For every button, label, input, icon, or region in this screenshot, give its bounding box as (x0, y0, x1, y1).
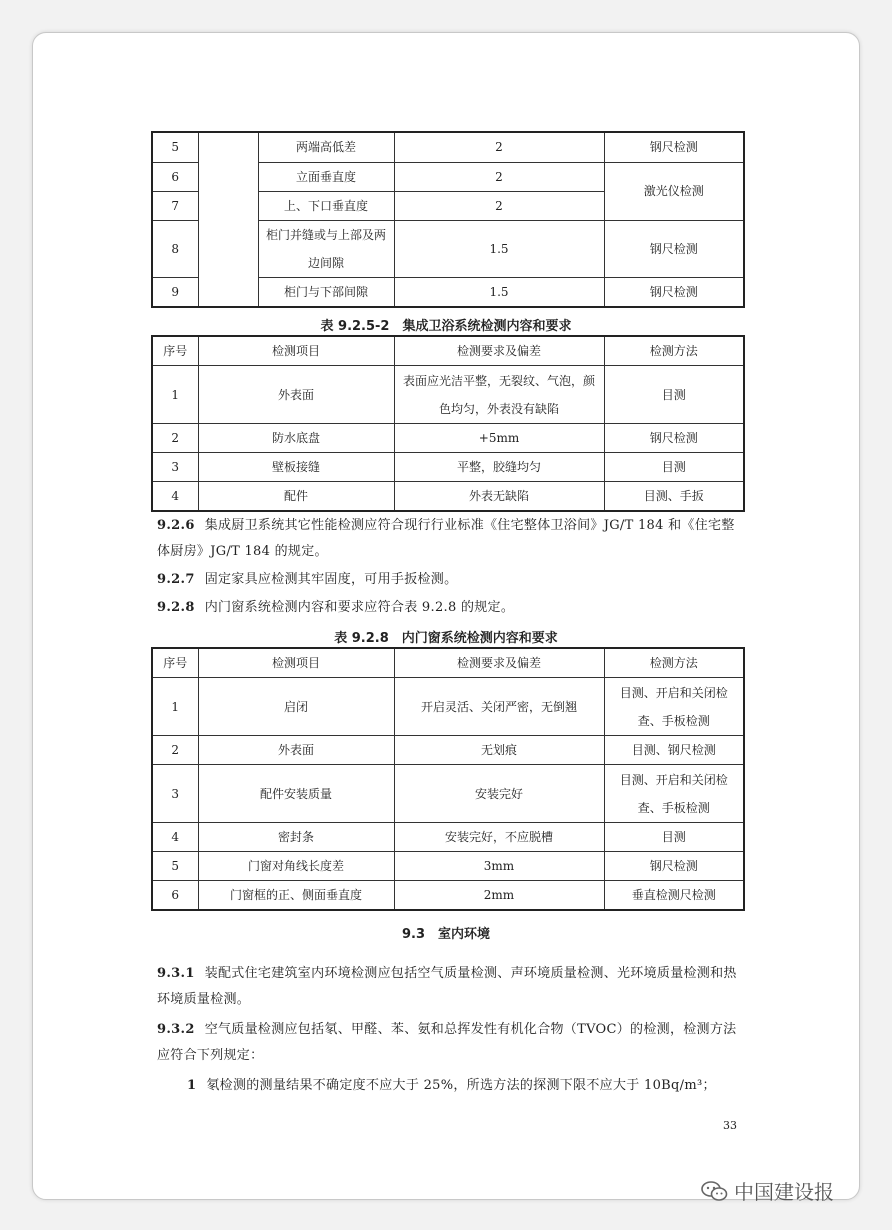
wechat-icon (700, 1180, 728, 1202)
check-item: 外表面 (198, 736, 394, 765)
row-number: 8 (152, 220, 198, 277)
check-requirement: 表面应光洁平整，无裂纹、气泡，颜色均匀，外表没有缺陷 (394, 366, 604, 424)
clause-text: 内门窗系统检测内容和要求应符合表 9.2.8 的规定。 (204, 600, 515, 615)
clause-number: 9.3.2 (157, 1022, 195, 1037)
row-number: 3 (152, 453, 198, 482)
clause-number: 9.2.7 (157, 572, 195, 587)
check-method: 钢尺检测 (604, 852, 744, 881)
door-window-table (151, 647, 745, 911)
check-method: 目测、手扳 (604, 482, 744, 512)
check-item: 防水底盘 (198, 424, 394, 453)
table-header: 检测方法 (604, 648, 744, 678)
page-number: 33 (723, 1119, 737, 1132)
section-heading: 9.3 室内环境 (401, 927, 491, 942)
bathroom-table (151, 335, 745, 512)
check-item: 密封条 (198, 823, 394, 852)
check-item: 门窗对角线长度差 (198, 852, 394, 881)
check-method: 钢尺检测 (604, 424, 744, 453)
check-requirement: 外表无缺陷 (394, 482, 604, 512)
table-header: 检测项目 (198, 648, 394, 678)
table-header: 检测要求及偏差 (394, 648, 604, 678)
row-number: 1 (152, 678, 198, 736)
clause-number: 9.2.8 (157, 600, 195, 615)
check-requirement: 1.5 (394, 277, 604, 307)
check-requirement: 平整，胶缝均匀 (394, 453, 604, 482)
clause-text: 集成厨卫系统其它性能检测应符合现行行业标准《住宅整体卫浴间》JG/T 184 和《住宅整体厨房》JG/T 184 的规定。 (157, 518, 735, 559)
clause-text: 固定家具应检测其牢固度，可用手扳检测。 (204, 572, 458, 587)
table-header: 检测方法 (604, 336, 744, 366)
row-number: 7 (152, 191, 198, 220)
check-item: 配件安装质量 (198, 765, 394, 823)
check-method: 目测、钢尺检测 (604, 736, 744, 765)
clause-text: 装配式住宅建筑室内环境检测应包括空气质量检测、声环境质量检测、光环境质量检测和热环境质量检测。 (157, 966, 737, 1007)
document-page (32, 32, 860, 1200)
row-number: 4 (152, 823, 198, 852)
table-caption: 表 9.2.5-2 集成卫浴系统检测内容和要求 (320, 319, 572, 334)
watermark (700, 1176, 834, 1205)
check-method: 目测 (604, 366, 744, 424)
check-requirement: +5mm (394, 424, 604, 453)
row-number: 1 (152, 366, 198, 424)
check-requirement: 2 (394, 162, 604, 191)
table-header: 检测项目 (198, 336, 394, 366)
check-requirement: 2 (394, 191, 604, 220)
check-requirement: 1.5 (394, 220, 604, 277)
check-item: 外表面 (198, 366, 394, 424)
clause-9-2-7 (157, 567, 747, 593)
check-method: 激光仪检测 (604, 162, 744, 220)
check-item: 两端高低差 (258, 132, 394, 162)
row-number: 3 (152, 765, 198, 823)
table-header: 序号 (152, 648, 198, 678)
clause-9-2-6 (157, 513, 747, 565)
row-number: 6 (152, 881, 198, 911)
row-number: 5 (152, 132, 198, 162)
row-number: 2 (152, 424, 198, 453)
watermark-text: 中国建设报 (734, 1180, 834, 1204)
row-number: 6 (152, 162, 198, 191)
table-header: 检测要求及偏差 (394, 336, 604, 366)
clause-9-3-2-item-1 (187, 1073, 747, 1099)
check-item: 配件 (198, 482, 394, 512)
clause-text: 氡检测的测量结果不确定度不应大于 25%，所选方法的探测下限不应大于 10Bq/m³； (206, 1078, 716, 1093)
check-item: 柜门与下部间隙 (258, 277, 394, 307)
clause-number: 9.2.6 (157, 518, 195, 533)
clause-number: 9.3.1 (157, 966, 195, 981)
merged-category-cell (198, 132, 258, 307)
row-number: 9 (152, 277, 198, 307)
check-requirement: 3mm (394, 852, 604, 881)
check-requirement: 安装完好，不应脱槽 (394, 823, 604, 852)
check-method: 目测、开启和关闭检查、手板检测 (604, 765, 744, 823)
check-method: 钢尺检测 (604, 220, 744, 277)
check-item: 立面垂直度 (258, 162, 394, 191)
check-requirement: 2 (394, 132, 604, 162)
row-number: 2 (152, 736, 198, 765)
check-item: 上、下口垂直度 (258, 191, 394, 220)
row-number: 5 (152, 852, 198, 881)
check-method: 钢尺检测 (604, 277, 744, 307)
cabinet-table (151, 131, 745, 308)
clause-9-2-8 (157, 595, 747, 621)
table-header: 序号 (152, 336, 198, 366)
check-requirement: 2mm (394, 881, 604, 911)
check-item: 启闭 (198, 678, 394, 736)
clause-9-3-1 (157, 961, 747, 1013)
clause-number: 1 (187, 1078, 197, 1093)
check-item: 壁板接缝 (198, 453, 394, 482)
check-method: 目测、开启和关闭检查、手板检测 (604, 678, 744, 736)
table-caption: 表 9.2.8 内门窗系统检测内容和要求 (334, 631, 558, 646)
check-method: 目测 (604, 823, 744, 852)
check-method: 垂直检测尺检测 (604, 881, 744, 911)
check-requirement: 无划痕 (394, 736, 604, 765)
check-item: 门窗框的正、侧面垂直度 (198, 881, 394, 911)
row-number: 4 (152, 482, 198, 512)
check-method: 目测 (604, 453, 744, 482)
check-method: 钢尺检测 (604, 132, 744, 162)
check-item: 柜门并缝或与上部及两边间隙 (258, 220, 394, 277)
check-requirement: 开启灵活、关闭严密，无倒翘 (394, 678, 604, 736)
clause-9-3-2 (157, 1017, 747, 1069)
clause-text: 空气质量检测应包括氡、甲醛、苯、氨和总挥发性有机化合物（TVOC）的检测，检测方法应符合下列规定： (157, 1022, 737, 1063)
check-requirement: 安装完好 (394, 765, 604, 823)
